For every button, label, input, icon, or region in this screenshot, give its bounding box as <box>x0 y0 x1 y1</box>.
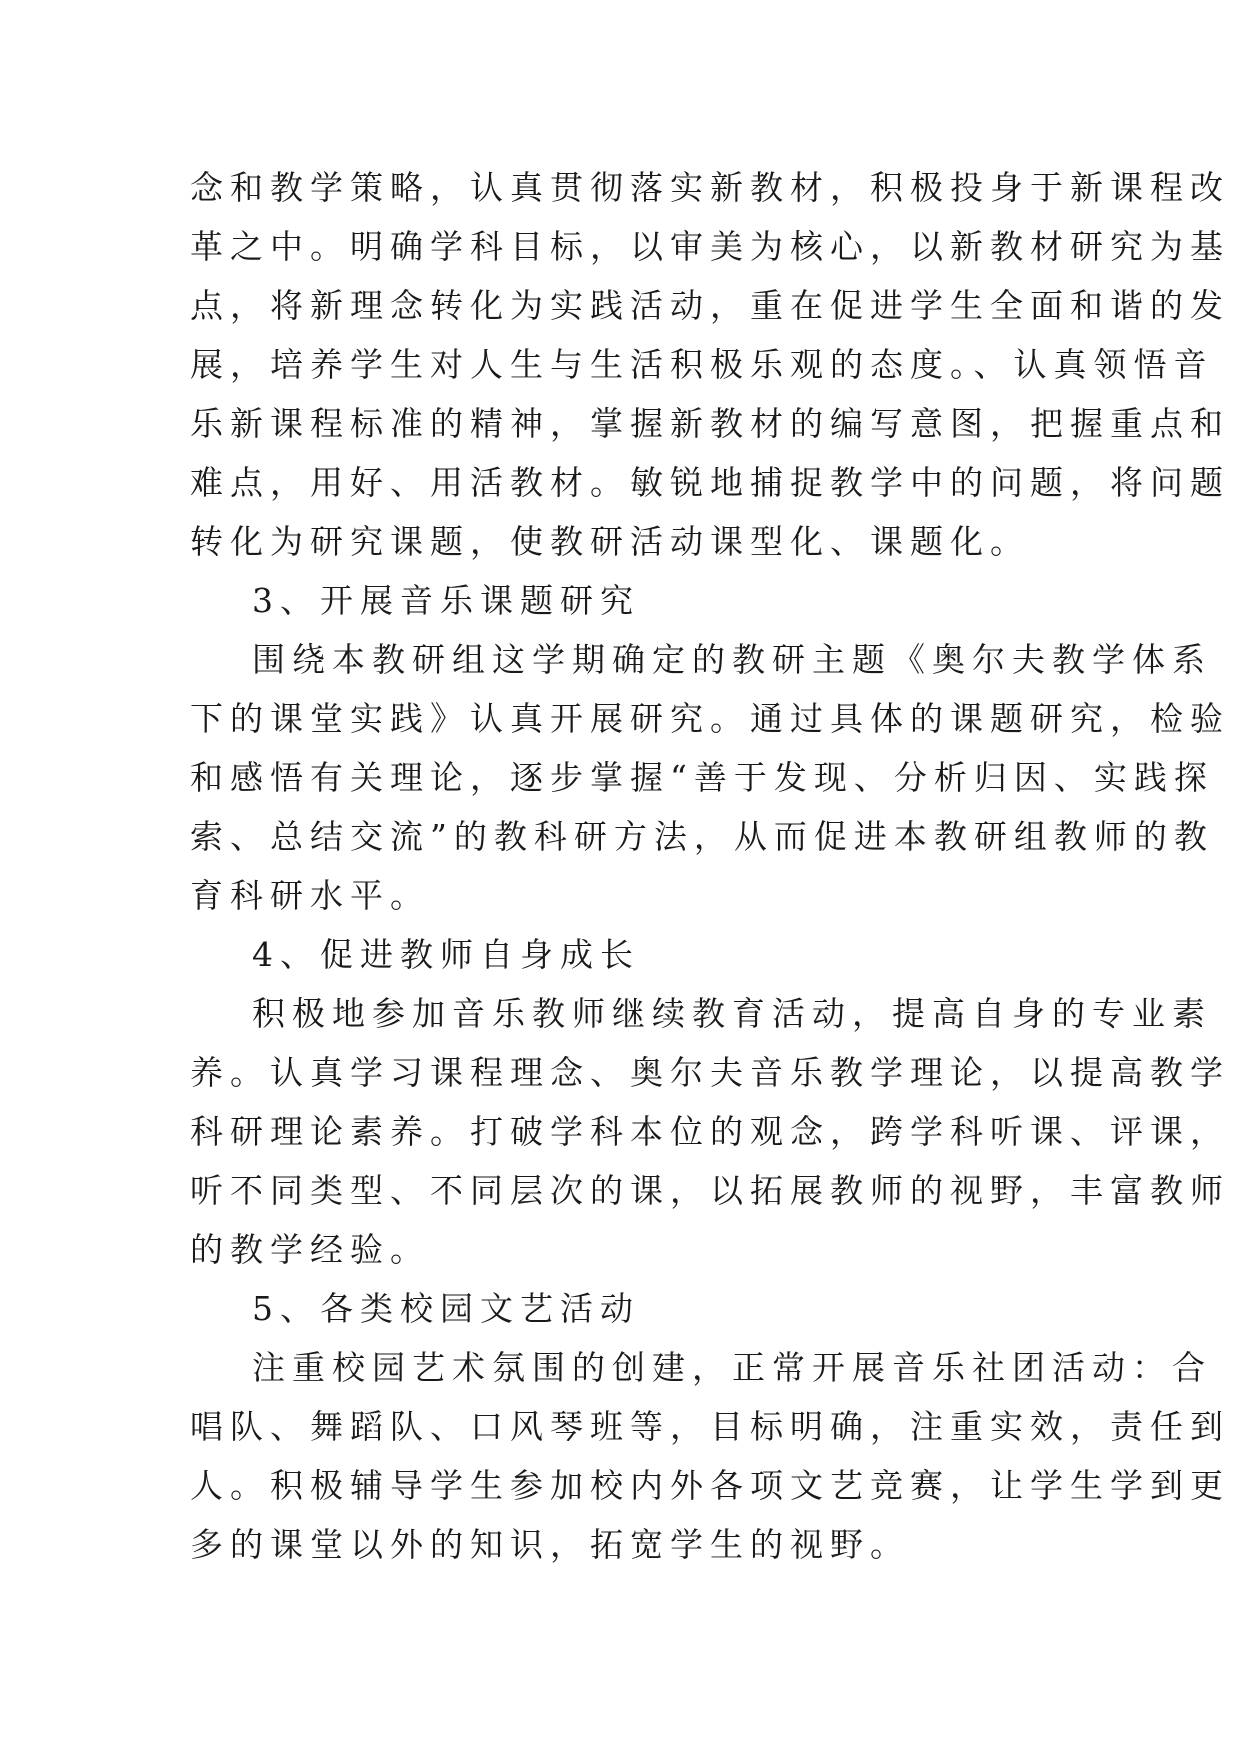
text-line: 下的课堂实践》认真开展研究。通过具体的课题研究，检验 <box>190 699 1230 738</box>
document-body <box>190 158 1230 1574</box>
text-line: 人。积极辅导学生参加校内外各项文艺竞赛，让学生学到更 <box>190 1466 1230 1505</box>
text-line: 听不同类型、不同层次的课，以拓展教师的视野，丰富教师 <box>190 1171 1230 1210</box>
text-line: 积极地参加音乐教师继续教育活动，提高自身的专业素 <box>252 994 1212 1033</box>
paragraph-teacher-growth <box>190 984 1230 1279</box>
text-line: 索、总结交流”的教科研方法，从而促进本教研组教师的教 <box>190 817 1214 856</box>
text-line: 点，将新理念转化为实践活动，重在促进学生全面和谐的发 <box>190 286 1230 325</box>
text-line: 乐新课程标准的精神，掌握新教材的编写意图，把握重点和 <box>190 404 1230 443</box>
text-line: 革之中。明确学科目标，以审美为核心，以新教材研究为基 <box>190 227 1230 266</box>
paragraph-research <box>190 630 1230 925</box>
text-line: 难点，用好、用活教材。敏锐地捕捉教学中的问题，将问题 <box>190 463 1230 502</box>
text-line: 的教学经验。 <box>190 1230 430 1269</box>
section-heading-3: 3、开展音乐课题研究 <box>252 581 640 620</box>
section-heading-4: 4、促进教师自身成长 <box>252 935 640 974</box>
text-line: 围绕本教研组这学期确定的教研主题《奥尔夫教学体系 <box>252 640 1212 679</box>
text-line: 育科研水平。 <box>190 876 430 915</box>
text-line: 多的课堂以外的知识，拓宽学生的视野。 <box>190 1525 910 1564</box>
text-line: 念和教学策略，认真贯彻落实新教材，积极投身于新课程改 <box>190 168 1230 207</box>
section-heading-5: 5、各类校园文艺活动 <box>252 1289 640 1328</box>
text-line: 唱队、舞蹈队、口风琴班等，目标明确，注重实效，责任到 <box>190 1407 1230 1446</box>
text-line: 展，培养学生对人生与生活积极乐观的态度。、认真领悟音 <box>190 345 1214 384</box>
paragraph-campus-activities <box>190 1338 1230 1574</box>
text-line: 养。认真学习课程理念、奥尔夫音乐教学理论，以提高教学 <box>190 1053 1230 1092</box>
text-line: 转化为研究课题，使教研活动课型化、课题化。 <box>190 522 1030 561</box>
text-line: 和感悟有关理论，逐步掌握“善于发现、分析归因、实践探 <box>190 758 1214 797</box>
text-line: 注重校园艺术氛围的创建，正常开展音乐社团活动：合 <box>252 1348 1212 1387</box>
text-line: 科研理论素养。打破学科本位的观念，跨学科听课、评课， <box>190 1112 1230 1151</box>
paragraph-teaching-concepts <box>190 158 1230 571</box>
